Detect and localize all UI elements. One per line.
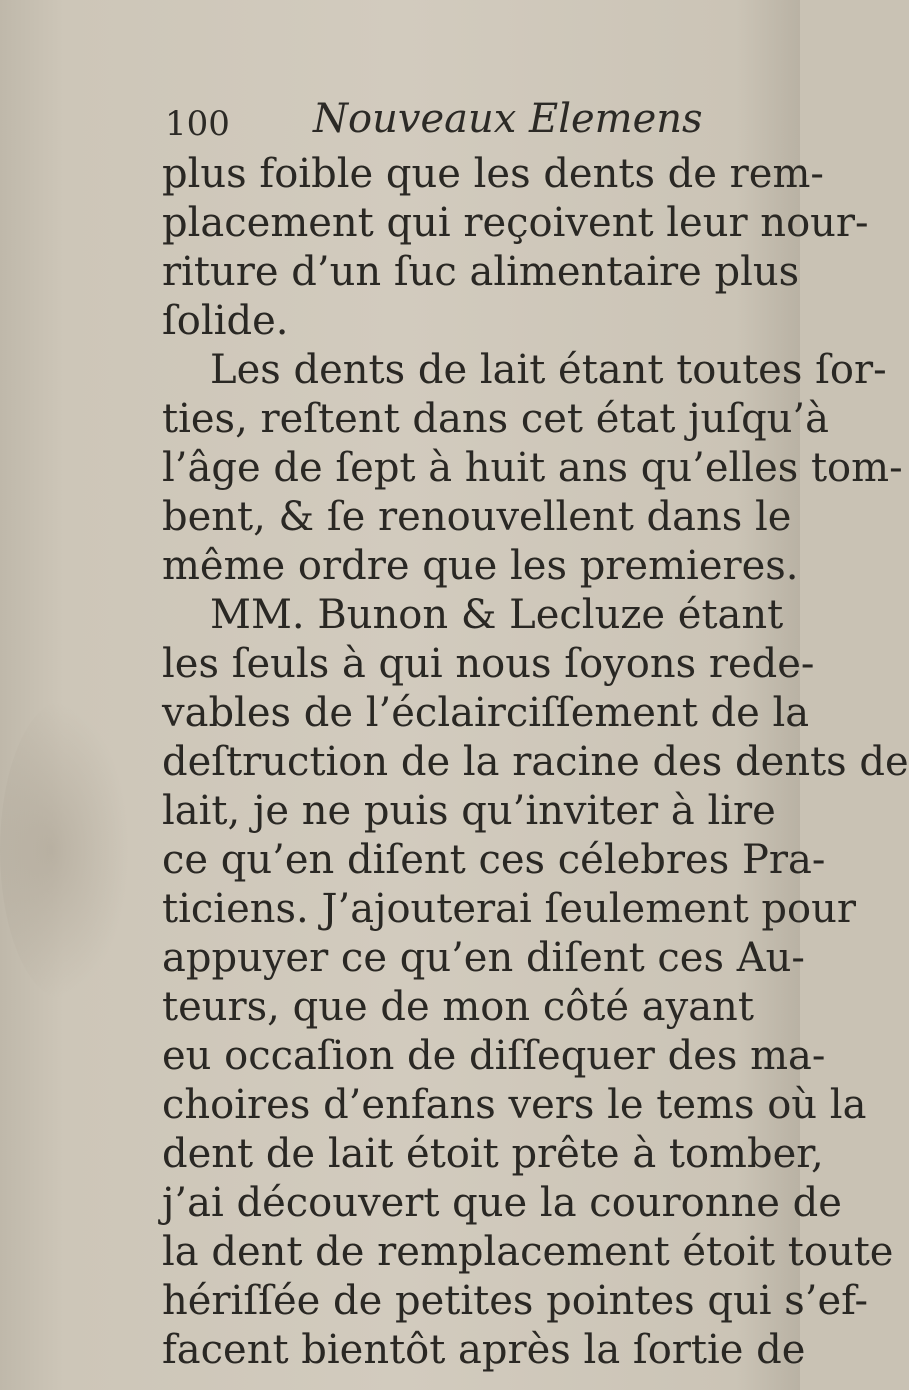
text-line: même ordre que les premieres. [162,543,799,589]
text-line: eu occaſion de diſſequer des ma- [162,1033,826,1079]
text-line: bent, & ſe renouvellent dans le [162,494,792,540]
text-line: la dent de remplacement étoit toute [162,1229,894,1275]
text-line: dent de lait étoit prête à tomber, [162,1131,824,1177]
text-line: ſolide. [162,298,289,344]
text-line: les ſeuls à qui nous ſoyons rede- [162,641,815,687]
paragraph-start-line: MM. Bunon & Lecluze étant [210,592,784,638]
text-line: l’âge de ſept à huit ans qu’elles tom- [162,445,903,491]
text-line: j’ai découvert que la couronne de [162,1180,842,1226]
text-line: ce qu’en diſent ces célebres Pra- [162,837,826,883]
text-line: deſtruction de la racine des dents de [162,739,909,785]
text-line: vables de l’éclairciſſement de la [162,690,810,736]
text-line: plus foible que les dents de rem- [162,151,824,197]
paper-stain [0,700,130,1000]
page-number: 100 [165,104,230,144]
text-line: riture d’un ſuc alimentaire plus [162,249,800,295]
text-line: teurs, que de mon côté ayant [162,984,754,1030]
text-line: facent bientôt après la ſortie de [162,1327,806,1373]
page-header [165,96,765,146]
text-line: lait, je ne puis qu’inviter à lire [162,788,776,834]
running-title: Nouveaux Elemens [313,96,703,142]
text-line: ties, reſtent dans cet état juſqu’à [162,396,829,442]
text-line: ticiens. J’ajouterai ſeulement pour [162,886,856,932]
text-line: choires d’enfans vers le tems où la [162,1082,867,1128]
text-line: placement qui reçoivent leur nour- [162,200,869,246]
paragraph-start-line: Les dents de lait étant toutes ſor- [210,347,887,393]
text-line: appuyer ce qu’en diſent ces Au- [162,935,805,981]
body-text [162,150,909,1375]
text-line: hériſſée de petites pointes qui s’ef- [162,1278,869,1324]
